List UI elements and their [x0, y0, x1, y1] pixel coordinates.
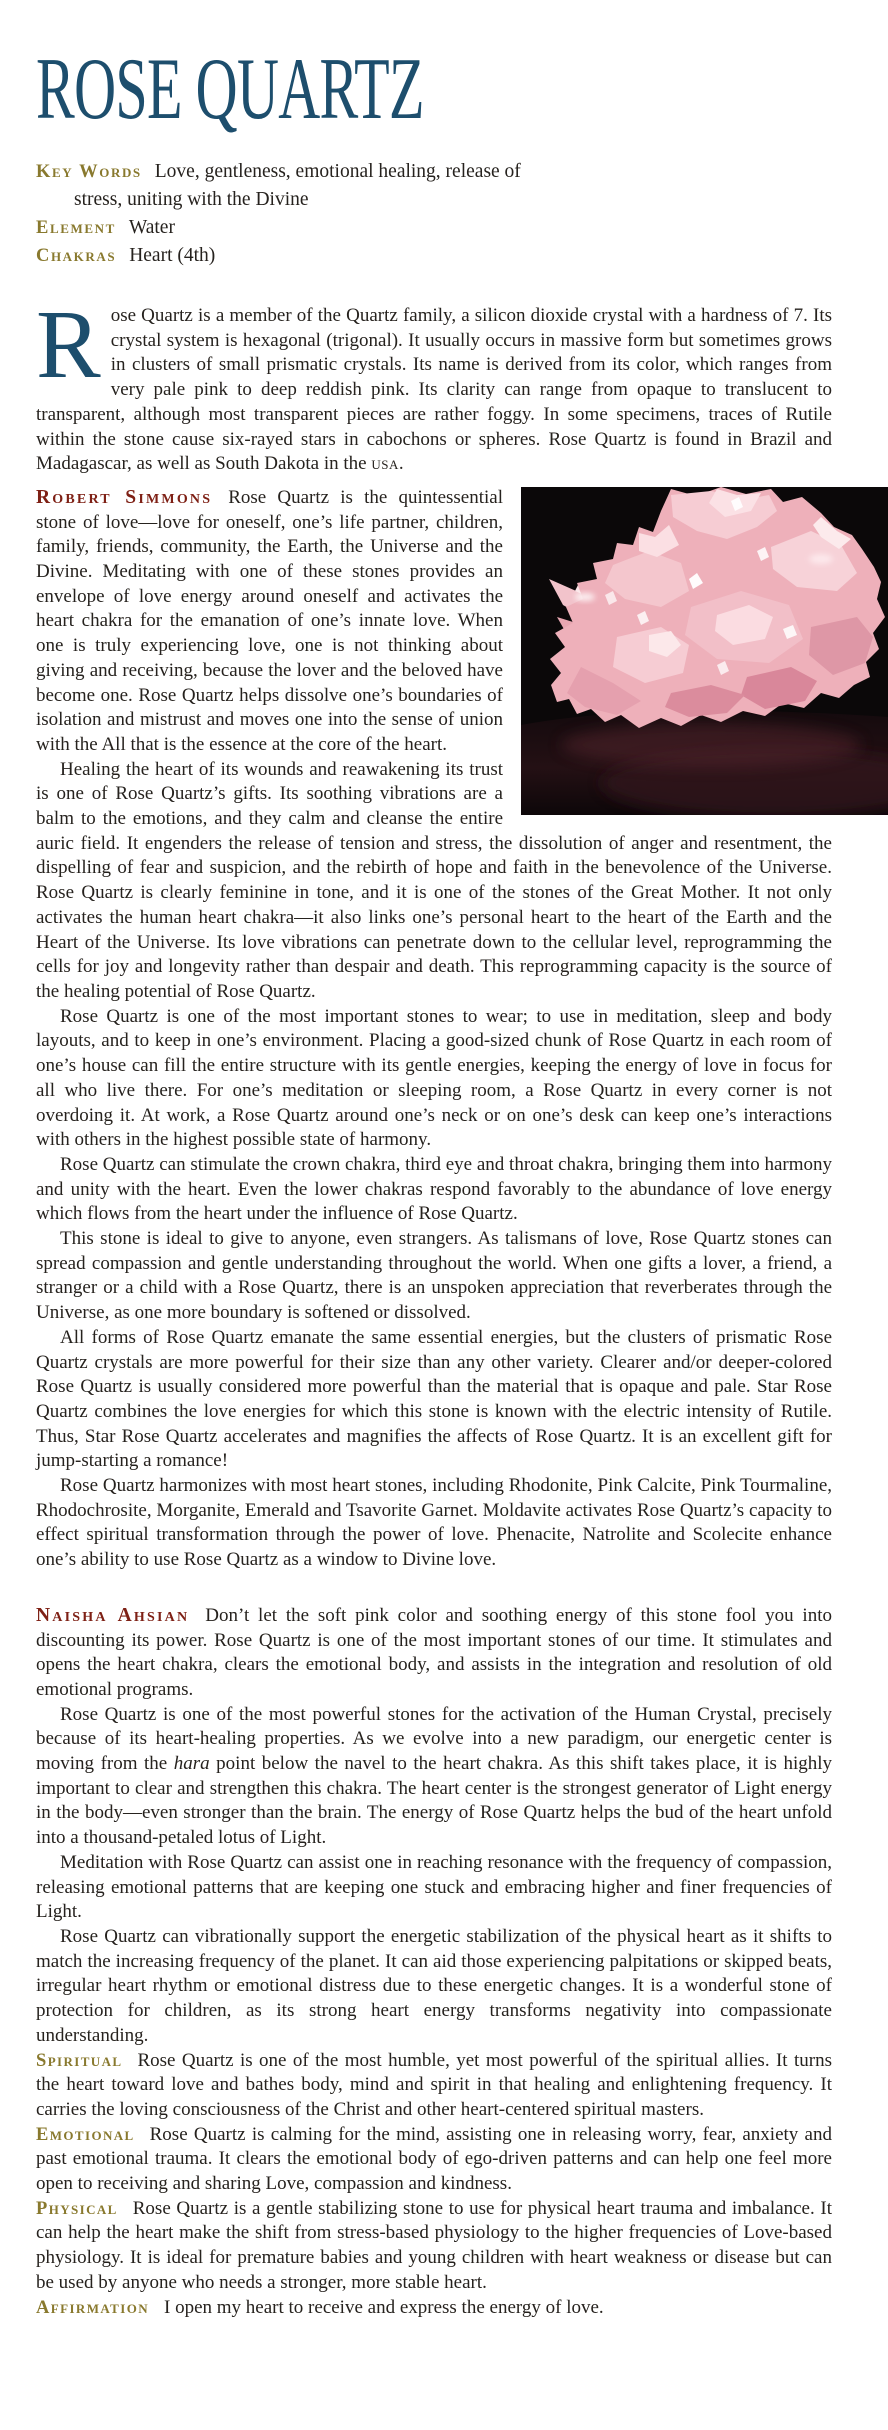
simmons-paragraph-1: Rose Quartz is the quintessential stone of love—love for oneself, one’s life partner, children, family, friends, community, the Earth, the Universe and the Divine. Meditating with one of these stones provides an envelope of love energy around oneself and activates the heart chakra for the emanation of one’s innate love. When one is truly experiencing love, one is not thinking about giving and receiving, because the lover and the beloved have become one. Rose Quartz helps dissolve one’s boundaries of isolation and mistrust and moves one into the sense of union with the All that is the essence at the core of the heart. [36, 486, 503, 755]
hara-italic-term: hara [173, 1753, 210, 1775]
naisha-lead-paragraph [36, 1604, 832, 1703]
intro-text-end: . [398, 453, 404, 475]
physical-label: Physical [36, 2198, 118, 2219]
intro-text: Rose Quartz is a member of the Quartz family, a silicon dioxide crystal with a hardness of 7. Its crystal system is hexagonal (trigonal). It usually occurs in massive form but sometimes grows in clusters of small prismatic crystals. Its name is derived from its color, which ranges from very pale pink to deep reddish pink. Its clarity can range from opaque to translucent to transparent, although most transparent pieces are rather foggy. In some specimens, traces of Rutile within the stone cause six-rayed stars in cabochons or spheres. Rose Quartz is found in Brazil and Madagascar, as well as South Dakota in the [36, 291, 832, 475]
simmons-paragraph-7: Rose Quartz harmonizes with most heart stones, including Rhodonite, Pink Calcite, Pink Tourmaline, Rhodochrosite, Morganite, Emerald and Tsavorite Garnet. Moldavite activates Rose Quartz’s capacity to effect spiritual transformation through the power of love. Phenacite, Natrolite and Scolecite enhance one’s ability to use Rose Quartz as a window to Divine love. [36, 1475, 832, 1571]
emotional-label: Emotional [36, 2124, 135, 2145]
naisha-paragraph-4: Rose Quartz can vibrationally support the energetic stabilization of the physical heart as it shifts to match the increasing frequency of the planet. It can aid those experiencing palpitations or skipped beats, irregular heart rhythm or emotional distress due to these energetic changes. It is a wonderful stone of protection for children, as its strong heart energy transforms negativity into compassionate understanding. [36, 1926, 832, 2046]
element-row [36, 214, 832, 242]
affirmation-label: Affirmation [36, 2297, 150, 2318]
simmons-paragraph-3: Rose Quartz is one of the most important stones to wear; to use in meditation, sleep and body layouts, and to keep in one’s environment. Placing a good-sized chunk of Rose Quartz in each room of one’s house can fill the entire structure with its gentle energies, keeping the energy of love in focus for all who live there. For one’s meditation or sleeping room, a Rose Quartz in every corner is not overdoing it. At work, a Rose Quartz around one’s neck or on one’s desk can keep one’s interactions with others in the highest possible state of harmony. [36, 1005, 832, 1151]
naisha-paragraph-1: Don’t let the soft pink color and soothing energy of this stone fool you into discounting its power. Rose Quartz is one of the most important stones of our time. It stimulates and opens the heart chakra, clears the emotional body, and assists in the integration and resolution of old emotional programs. [36, 1604, 832, 1700]
article-body [36, 291, 833, 2320]
spiritual-text: Rose Quartz is one of the most humble, yet most powerful of the spiritual allies. It turns the heart toward love and bathes body, mind and spirit in that healing and enlightening frequency. It carries the loving consciousness of the Christ and other heart-centered spiritual masters. [36, 2049, 832, 2120]
keywords-value: Love, gentleness, emotional healing, release of stress, uniting with the Divine [74, 161, 521, 210]
affirmation-text: I open my heart to receive and express the energy of love. [164, 2296, 604, 2318]
chakras-value: Heart (4th) [129, 245, 216, 266]
physical-text: Rose Quartz is a gentle stabilizing stone to use for physical heart trauma and imbalance. It can help the heart make the shift from stress-based physiology to the higher frequencies of Love-based physiology. It is ideal for premature babies and young children with heart weakness or disease but can be used by anyone who needs a stronger, more stable heart. [36, 2197, 832, 2293]
naisha-ahsian-section [36, 1604, 832, 2320]
spiritual-label: Spiritual [36, 2050, 123, 2071]
naisha-paragraph-2-text-end: point below the navel to the heart chakra. As this shift takes place, it is highly important to clear and strengthen this chakra. The heart center is the strongest generator of Light energy in the body—even stronger than the brain. The energy of Rose Quartz helps the bud of the heart unfold into a thousand-petaled lotus of Light. [36, 1753, 833, 1849]
robert-simmons-section [36, 486, 832, 1573]
element-label: Element [36, 218, 116, 238]
affirmation-paragraph [36, 2296, 832, 2321]
simmons-paragraph-4: Rose Quartz can stimulate the crown chakra, third eye and throat chakra, bringing them into harmony and unity with the heart. Even the lower chakras respond favorably to the abundance of love energy which flows from the heart under the influence of Rose Quartz. [36, 1153, 832, 1225]
emotional-text: Rose Quartz is calming for the mind, assisting one in releasing worry, fear, anxiety and past emotional trauma. It clears the emotional body of ego-driven patterns and can help one feel more open to receiving and sharing Love, compassion and kindness. [36, 2123, 832, 2195]
author-heading-naisha-ahsian: Naisha Ahsian [36, 1604, 190, 1626]
rose-quartz-photo [521, 487, 888, 815]
simmons-paragraph-5: This stone is ideal to give to anyone, even strangers. As talismans of love, Rose Quartz stones can spread compassion and gentle understanding throughout the world. When one gifts a lover, a friend, a stranger or a child with a Rose Quartz, there is an unspoken appreciation that reverberates through the Universe, as one more boundary is softened or dissolved. [36, 1228, 832, 1324]
stone-properties [36, 158, 832, 270]
keywords-row [36, 158, 560, 214]
page-title: ROSE QUARTZ [36, 41, 424, 138]
chakras-row [36, 242, 832, 270]
element-value: Water [128, 217, 175, 238]
naisha-paragraph-2 [36, 1703, 832, 1851]
chakras-label: Chakras [36, 246, 117, 266]
naisha-paragraph-3: Meditation with Rose Quartz can assist one in reaching resonance with the frequency of compassion, releasing emotional patterns that are keeping one stuck and embracing higher and finer frequencies of Light. [36, 1851, 832, 1923]
intro-paragraph [36, 291, 832, 477]
usa-smallcaps: usa [371, 453, 399, 475]
spiritual-paragraph [36, 2049, 832, 2123]
simmons-paragraph-6: All forms of Rose Quartz emanate the same essential energies, but the clusters of prismatic Rose Quartz crystals are more powerful for their size than any other variety. Clearer and/or deeper-colored Rose Quartz is usually considered more powerful than the material that is opaque and pale. Star Rose Quartz combines the love energies for which this stone is known with the electric intensity of Rutile. Thus, Star Rose Quartz accelerates and magnifies the affects of Rose Quartz. It is an excellent gift for jump-starting a romance! [36, 1326, 832, 1472]
naisha-paragraph-2-text: Rose Quartz is one of the most powerful stones for the activation of the Human Crystal, precisely because of its heart-healing properties. As we evolve into a new paradigm, our energetic center is moving from the [36, 1703, 832, 1775]
keywords-label: Key Words [36, 162, 142, 182]
rose-quartz-crystal-illustration [521, 487, 888, 815]
author-heading-robert-simmons: Robert Simmons [36, 486, 213, 508]
simmons-paragraph-2: Healing the heart of its wounds and reawakening its trust is one of Rose Quartz’s gifts. Its soothing vibrations are a balm to the emotions, and they calm and cleanse the entire auric field. It engenders the release of tension and stress, the dissolution of anger and resentment, the dispelling of fear and suspicion, and the rebirth of hope and faith in the benevolence of the Universe. Rose Quartz is clearly feminine in tone, and it is one of the stones of the Great Mother. It not only activates the human heart chakra—it also links one’s personal heart to the heart of the Earth and the Heart of the Universe. Its love vibrations can penetrate down to the cellular level, reprogramming the cells for joy and longevity rather than despair and death. This reprogramming capacity is the source of the healing potential of Rose Quartz. [36, 758, 832, 1002]
emotional-paragraph [36, 2123, 832, 2197]
physical-paragraph [36, 2197, 832, 2296]
